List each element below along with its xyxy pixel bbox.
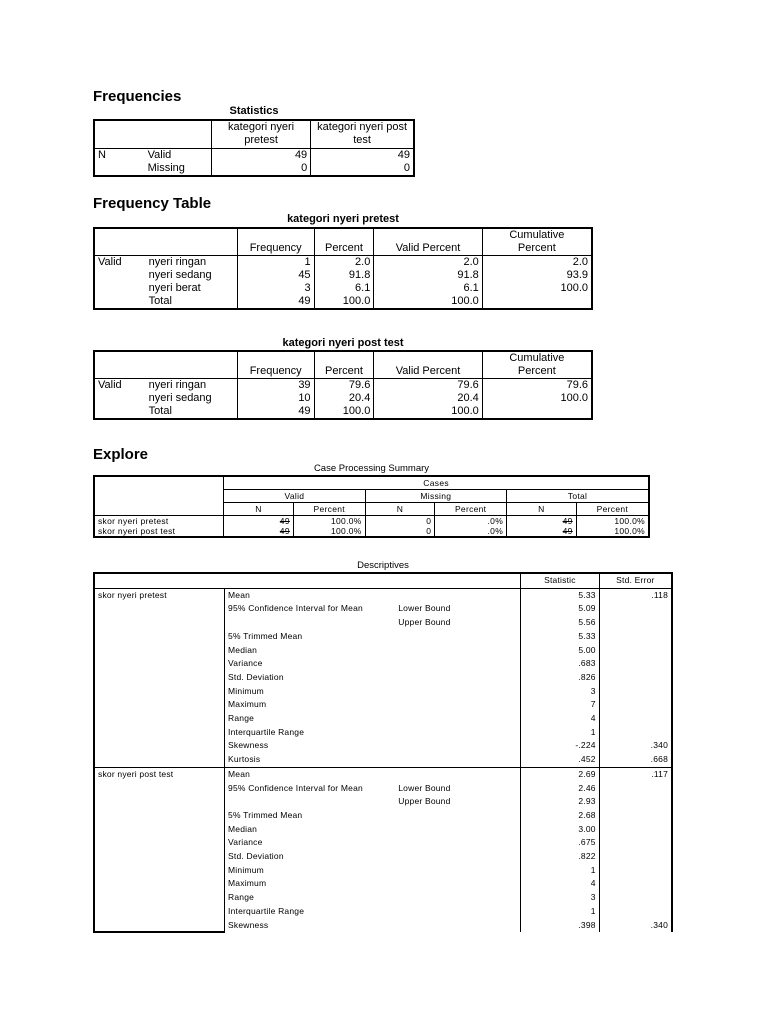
table-row [94, 644, 672, 658]
table-row [94, 739, 672, 753]
freq-post-title: kategori nyeri post test [282, 337, 404, 349]
stat-error [599, 823, 672, 837]
case-cell: .0% [435, 526, 507, 537]
row-label: Total [148, 405, 172, 417]
table-row [94, 919, 672, 933]
cell-freq: 49 [237, 295, 314, 309]
stat-label: Kurtosis [225, 753, 396, 767]
section-title-explore: Explore [93, 446, 149, 463]
statistics-title: Statistics [229, 105, 279, 117]
stat-label: Mean [225, 588, 396, 602]
group-label [94, 685, 225, 699]
case-cell: 49 [224, 526, 294, 537]
stat-value: 2.46 [521, 782, 600, 796]
case-summary-sub-header: Percent [293, 502, 365, 515]
stat-error [599, 877, 672, 891]
freq-pre-h-frequency: Frequency [237, 228, 314, 256]
stat-label: 95% Confidence Interval for Mean [225, 602, 396, 616]
stat-error: .340 [599, 739, 672, 753]
stat-value: 2.68 [521, 809, 600, 823]
stat-error [599, 657, 672, 671]
cell-pct: 2.0 [314, 256, 374, 270]
stat-value: 7 [521, 698, 600, 712]
freq-post-table [93, 350, 593, 420]
stat-value: 4 [521, 712, 600, 726]
table-row [94, 685, 672, 699]
table-row [94, 877, 672, 891]
table-row [94, 753, 672, 767]
row-label: nyeri sedang [148, 392, 212, 404]
stat-value: 5.56 [521, 616, 600, 630]
case-cell: .0% [435, 515, 507, 526]
cell-pct: 100.0 [314, 295, 374, 309]
group-label [94, 753, 225, 767]
stat-error [599, 809, 672, 823]
row-group-label [94, 392, 146, 405]
cell-cum [482, 295, 592, 309]
group-label [94, 795, 225, 809]
case-summary-sub-header: N [224, 502, 294, 515]
section-title-frequency-table: Frequency Table [93, 195, 212, 212]
group-label [94, 616, 225, 630]
stat-label: Mean [225, 767, 396, 781]
cell-valid: 91.8 [374, 269, 482, 282]
stat-sublabel [395, 905, 520, 919]
stat-label: Std. Deviation [225, 671, 396, 685]
stat-error [599, 782, 672, 796]
statistics-missing-pre: 0 [211, 162, 310, 176]
stat-error [599, 712, 672, 726]
cell-valid: 100.0 [374, 295, 482, 309]
descriptives-h-statistic: Statistic [521, 573, 600, 588]
group-label [94, 850, 225, 864]
stat-sublabel [395, 671, 520, 685]
group-label [94, 809, 225, 823]
case-cell: 0 [365, 515, 435, 526]
descriptives-h-stderr: Std. Error [599, 573, 672, 588]
stat-sublabel [395, 919, 520, 933]
stat-value: 3 [521, 685, 600, 699]
group-label [94, 864, 225, 878]
row-label: nyeri ringan [148, 256, 207, 268]
stat-sublabel: Lower Bound [398, 603, 451, 614]
stat-sublabel [395, 753, 520, 767]
stat-sublabel [395, 657, 520, 671]
stat-label: Std. Deviation [225, 850, 396, 864]
freq-post-h-percent: Percent [314, 351, 374, 379]
statistics-missing-post: 0 [311, 162, 414, 176]
row-label: nyeri sedang [148, 269, 212, 281]
case-cell: 100.0% [576, 526, 649, 537]
stat-error: .118 [599, 588, 672, 602]
case-summary-group-valid: Valid [224, 489, 365, 502]
cell-cum: 2.0 [482, 256, 592, 270]
table-row [94, 809, 672, 823]
stat-value: .398 [521, 919, 600, 933]
table-row [94, 864, 672, 878]
stat-value: -.224 [521, 739, 600, 753]
group-label [94, 602, 225, 616]
table-row [94, 712, 672, 726]
stat-label: 95% Confidence Interval for Mean [225, 782, 396, 796]
table-row [94, 905, 672, 919]
table-row [94, 256, 592, 270]
freq-pre-table [93, 227, 593, 310]
stat-label: 5% Trimmed Mean [225, 630, 396, 644]
case-summary-title: Case Processing Summary [313, 463, 430, 474]
table-row [94, 282, 592, 295]
statistics-valid-post: 49 [311, 148, 414, 162]
row-group-label [94, 282, 146, 295]
group-label: skor nyeri post test [94, 767, 225, 781]
stat-error [599, 671, 672, 685]
row-label: Total [148, 295, 172, 307]
stat-sublabel [395, 850, 520, 864]
cell-cum: 100.0 [482, 392, 592, 405]
freq-pre-h-percent: Percent [314, 228, 374, 256]
case-cell: 49 [507, 526, 577, 537]
stat-label: Median [225, 823, 396, 837]
group-label [94, 630, 225, 644]
table-row [94, 671, 672, 685]
stat-error [599, 602, 672, 616]
stat-error [599, 891, 672, 905]
stat-value: 1 [521, 905, 600, 919]
stat-sublabel: Upper Bound [398, 617, 451, 628]
stat-value: 1 [521, 726, 600, 740]
descriptives-title: Descriptives [357, 560, 409, 571]
stat-sublabel: Upper Bound [398, 796, 451, 807]
cell-freq: 1 [237, 256, 314, 270]
stat-error: .117 [599, 767, 672, 781]
stat-sublabel [395, 739, 520, 753]
stat-sublabel: Lower Bound [398, 782, 451, 793]
group-label [94, 671, 225, 685]
stat-value: 3.00 [521, 823, 600, 837]
row-group-label [94, 405, 146, 419]
stat-value: 4 [521, 877, 600, 891]
table-row [94, 698, 672, 712]
stat-label: Range [225, 891, 396, 905]
stat-label [225, 795, 396, 809]
table-row [94, 726, 672, 740]
case-cell: 100.0% [293, 526, 365, 537]
stat-label: Range [225, 712, 396, 726]
table-row [94, 515, 649, 526]
stat-error [599, 616, 672, 630]
table-row [94, 295, 592, 309]
stat-sublabel [395, 823, 520, 837]
table-row [94, 850, 672, 864]
table-row [94, 616, 672, 630]
case-summary-sub-header: Percent [435, 502, 507, 515]
table-row [94, 269, 592, 282]
case-cell: 100.0% [293, 515, 365, 526]
cell-freq: 45 [237, 269, 314, 282]
stat-error [599, 905, 672, 919]
stat-value: 3 [521, 891, 600, 905]
stat-sublabel [395, 630, 520, 644]
stat-value: .822 [521, 850, 600, 864]
freq-pre-title: kategori nyeri pretest [287, 213, 399, 225]
group-label [94, 891, 225, 905]
cell-freq: 39 [237, 379, 314, 393]
stat-sublabel [395, 864, 520, 878]
stat-value: 5.33 [521, 588, 600, 602]
section-title-frequencies: Frequencies [93, 88, 182, 105]
stat-error [599, 836, 672, 850]
cell-valid: 100.0 [374, 405, 482, 419]
statistics-missing-label: Missing [147, 161, 185, 174]
stat-label [225, 616, 396, 630]
stat-sublabel [395, 891, 520, 905]
stat-label: Variance [225, 657, 396, 671]
table-row [94, 767, 672, 781]
stat-sublabel [395, 726, 520, 740]
stat-value: 1 [521, 864, 600, 878]
stat-sublabel [395, 712, 520, 726]
case-summary-group-total: Total [507, 489, 649, 502]
row-group-label: Valid [98, 256, 122, 268]
stat-value: 5.33 [521, 630, 600, 644]
cell-cum: 79.6 [482, 379, 592, 393]
case-cell: 0 [365, 526, 435, 537]
group-label [94, 919, 225, 933]
row-label: skor nyeri pretest [98, 515, 169, 526]
group-label [94, 905, 225, 919]
stat-label: Interquartile Range [225, 726, 396, 740]
stat-error [599, 795, 672, 809]
stat-value: .683 [521, 657, 600, 671]
cell-pct: 20.4 [314, 392, 374, 405]
stat-value: 2.69 [521, 767, 600, 781]
stat-label: Median [225, 644, 396, 658]
group-label [94, 739, 225, 753]
stat-sublabel [395, 588, 520, 602]
stat-error [599, 850, 672, 864]
cell-pct: 79.6 [314, 379, 374, 393]
stat-error [599, 726, 672, 740]
table-row [94, 379, 592, 393]
table-row [94, 795, 672, 809]
stat-error [599, 698, 672, 712]
group-label [94, 823, 225, 837]
stat-error [599, 864, 672, 878]
table-row [94, 823, 672, 837]
stat-value: 2.93 [521, 795, 600, 809]
case-summary-cases: Cases [224, 476, 649, 489]
table-row [94, 891, 672, 905]
row-group-label [94, 295, 146, 309]
stat-error [599, 685, 672, 699]
stat-sublabel [395, 809, 520, 823]
table-row [94, 526, 649, 537]
table-row [94, 657, 672, 671]
statistics-col-pretest: kategori nyeri pretest [211, 120, 310, 148]
stat-value: .826 [521, 671, 600, 685]
statistics-row-n: N [98, 148, 106, 161]
stat-label: Variance [225, 836, 396, 850]
table-row [94, 630, 672, 644]
cell-valid: 79.6 [374, 379, 482, 393]
cell-freq: 49 [237, 405, 314, 419]
descriptives-table [93, 572, 673, 933]
table-row [94, 782, 672, 796]
group-label [94, 698, 225, 712]
group-label [94, 877, 225, 891]
stat-sublabel [395, 836, 520, 850]
table-row [94, 405, 592, 419]
freq-post-h-frequency: Frequency [237, 351, 314, 379]
cell-cum: 100.0 [482, 282, 592, 295]
case-summary-sub-header: Percent [576, 502, 649, 515]
group-label [94, 836, 225, 850]
stat-error: .340 [599, 919, 672, 933]
group-label [94, 782, 225, 796]
cell-cum [482, 405, 592, 419]
cell-freq: 10 [237, 392, 314, 405]
stat-value: 5.09 [521, 602, 600, 616]
stat-sublabel [395, 877, 520, 891]
case-summary-sub-header: N [365, 502, 435, 515]
cell-pct: 100.0 [314, 405, 374, 419]
freq-pre-h-valid: Valid Percent [374, 228, 482, 256]
stat-sublabel [395, 698, 520, 712]
case-summary-group-missing: Missing [365, 489, 506, 502]
cell-valid: 2.0 [374, 256, 482, 270]
freq-post-h-valid: Valid Percent [374, 351, 482, 379]
stat-sublabel [395, 685, 520, 699]
cell-cum: 93.9 [482, 269, 592, 282]
row-group-label: Valid [98, 379, 122, 391]
cell-valid: 6.1 [374, 282, 482, 295]
cell-pct: 91.8 [314, 269, 374, 282]
table-row [94, 602, 672, 616]
stat-value: .675 [521, 836, 600, 850]
statistics-col-posttest: kategori nyeri post test [311, 120, 414, 148]
case-cell: 49 [507, 515, 577, 526]
cell-valid: 20.4 [374, 392, 482, 405]
stat-error [599, 644, 672, 658]
case-cell: 100.0% [576, 515, 649, 526]
statistics-valid-label: Valid [147, 148, 172, 161]
row-group-label [94, 269, 146, 282]
statistics-table [93, 119, 415, 177]
table-row [94, 836, 672, 850]
cell-pct: 6.1 [314, 282, 374, 295]
stat-label: Skewness [225, 919, 396, 933]
group-label [94, 712, 225, 726]
cell-freq: 3 [237, 282, 314, 295]
case-summary-table [93, 475, 650, 538]
case-cell: 49 [224, 515, 294, 526]
group-label: skor nyeri pretest [98, 589, 167, 600]
stat-sublabel [395, 767, 520, 781]
row-label: skor nyeri post test [98, 525, 176, 536]
stat-label: Interquartile Range [225, 905, 396, 919]
stat-label: Minimum [225, 864, 396, 878]
group-label [94, 644, 225, 658]
statistics-valid-pre: 49 [211, 148, 310, 162]
stat-label: Maximum [225, 698, 396, 712]
table-row [94, 588, 672, 602]
stat-value: .452 [521, 753, 600, 767]
stat-label: Skewness [225, 739, 396, 753]
stat-label: 5% Trimmed Mean [225, 809, 396, 823]
table-row [94, 392, 592, 405]
stat-sublabel [395, 644, 520, 658]
group-label [94, 726, 225, 740]
row-label: nyeri berat [148, 282, 201, 294]
stat-error [599, 630, 672, 644]
case-summary-sub-header: N [507, 502, 577, 515]
stat-label: Maximum [225, 877, 396, 891]
stat-label: Minimum [225, 685, 396, 699]
stat-error: .668 [599, 753, 672, 767]
stat-value: 5.00 [521, 644, 600, 658]
freq-post-h-cumulative: Cumulative Percent [482, 351, 592, 379]
group-label [94, 657, 225, 671]
row-label: nyeri ringan [148, 379, 207, 391]
freq-pre-h-cumulative: Cumulative Percent [482, 228, 592, 256]
